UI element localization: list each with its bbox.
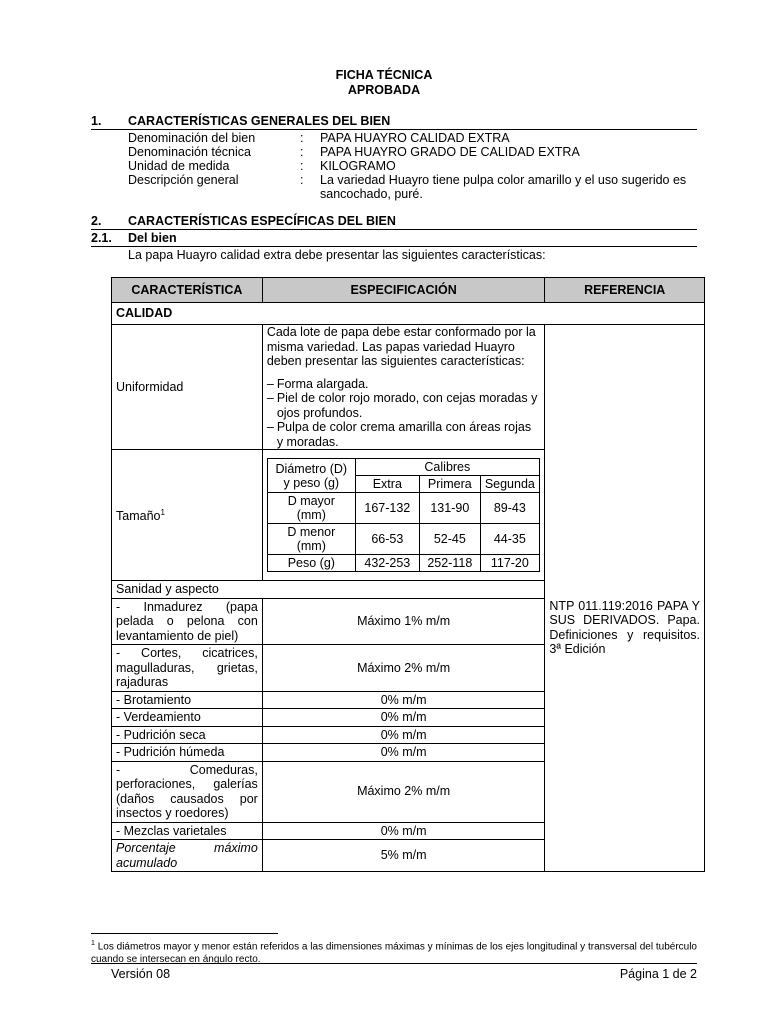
- defect-spec: Máximo 2% m/m: [262, 761, 545, 822]
- section-1-heading: [91, 114, 697, 130]
- uniformidad-list: [267, 377, 541, 450]
- total-label: Porcentaje máximo acumulado: [112, 840, 263, 872]
- defect-label: - Verdeamiento: [112, 709, 263, 727]
- defect-label: - Pudrición húmeda: [112, 744, 263, 762]
- defect-spec: 0% m/m: [262, 822, 545, 840]
- inner-cell: 167-132: [355, 493, 419, 524]
- page-number: Página 1 de 2: [619, 967, 697, 981]
- section-title: CARACTERÍSTICAS ESPECÍFICAS DEL BIEN: [128, 214, 396, 228]
- defect-spec: Máximo 1% m/m: [262, 598, 545, 645]
- general-value: La variedad Huayro tiene pulpa color amarillo y el uso sugerido es sancochado, puré.: [320, 173, 687, 201]
- column-header: ESPECIFICACIÓN: [262, 278, 545, 303]
- column-header: REFERENCIA: [545, 278, 705, 303]
- page-footer: [91, 963, 697, 982]
- colon: :: [300, 159, 304, 173]
- table-header-row: [112, 278, 705, 303]
- inner-header: Primera: [419, 476, 480, 493]
- general-key: Unidad de medida: [128, 159, 230, 173]
- section-number: 1.: [91, 114, 102, 128]
- inner-cell: 89-43: [480, 493, 539, 524]
- section-2-1-heading: [91, 231, 697, 247]
- colon: :: [300, 131, 304, 145]
- calidad-row: CALIDAD: [112, 303, 705, 325]
- inner-row-label: D mayor (mm): [267, 493, 355, 524]
- column-header: CARACTERÍSTICA: [112, 278, 263, 303]
- reference-cell: NTP 011.119:2016 PAPA Y SUS DERIVADOS. Papa. Definiciones y requisitos. 3ª Edición: [545, 325, 705, 872]
- general-key: Descripción general: [128, 173, 239, 187]
- general-key: Denominación del bien: [128, 131, 256, 145]
- table-row: [112, 325, 705, 450]
- footnote-ref: 1: [160, 508, 165, 518]
- inner-header: Segunda: [480, 476, 539, 493]
- list-item: – Forma alargada.: [267, 377, 541, 392]
- inner-cell: 131-90: [419, 493, 480, 524]
- inner-header: Diámetro (D) y peso (g): [267, 459, 355, 493]
- tamano-spec: [262, 450, 545, 581]
- inner-cell: 252-118: [419, 555, 480, 572]
- defect-label: - Cortes, cicatrices, magulladuras, grietas, rajaduras: [112, 645, 263, 692]
- total-spec: 5% m/m: [262, 840, 545, 872]
- defect-label: - Inmadurez (papa pelada o pelona con levantamiento de piel): [112, 598, 263, 645]
- sanidad-row: Sanidad y aspecto: [112, 581, 545, 599]
- calibres-table: [267, 458, 540, 572]
- general-value: PAPA HUAYRO GRADO DE CALIDAD EXTRA: [320, 145, 580, 159]
- defect-spec: 0% m/m: [262, 726, 545, 744]
- list-item: – Piel de color rojo morado, con cejas moradas y ojos profundos.: [267, 391, 541, 420]
- defect-spec: 0% m/m: [262, 709, 545, 727]
- footnote-number: 1: [91, 940, 95, 947]
- defect-label: - Pudrición seca: [112, 726, 263, 744]
- general-value: PAPA HUAYRO CALIDAD EXTRA: [320, 131, 510, 145]
- tamano-text: Tamaño: [116, 509, 161, 524]
- list-item: – Pulpa de color crema amarilla con áreas rojas y moradas.: [267, 420, 541, 449]
- section-2-heading: [91, 214, 697, 230]
- inner-cell: 44-35: [480, 524, 539, 555]
- uniformidad-text: Cada lote de papa debe estar conformado por la misma variedad. Las papas variedad Huayro deben presentar las siguientes características:: [266, 325, 536, 368]
- uniformidad-label: Uniformidad: [112, 325, 263, 450]
- inner-cell: 432-253: [355, 555, 419, 572]
- doc-subtitle: APROBADA: [347, 83, 421, 97]
- colon: :: [300, 173, 304, 187]
- section-title: CARACTERÍSTICAS GENERALES DEL BIEN: [128, 114, 391, 128]
- tamano-label: [112, 450, 263, 581]
- inner-header: Calibres: [355, 459, 539, 476]
- subsection-title: Del bien: [128, 231, 177, 245]
- version-label: Versión 08: [111, 967, 171, 981]
- general-key: Denominación técnica: [128, 145, 251, 159]
- defect-spec: Máximo 2% m/m: [262, 645, 545, 692]
- inner-cell: 117-20: [480, 555, 539, 572]
- doc-title: FICHA TÉCNICA: [335, 68, 433, 82]
- inner-row-label: Peso (g): [267, 555, 355, 572]
- defect-spec: 0% m/m: [262, 691, 545, 709]
- inner-row-label: D menor (mm): [267, 524, 355, 555]
- inner-cell: 52-45: [419, 524, 480, 555]
- defect-label: - Mezclas varietales: [112, 822, 263, 840]
- defect-label: - Brotamiento: [112, 691, 263, 709]
- general-value: KILOGRAMO: [320, 159, 396, 173]
- uniformidad-spec: [262, 325, 545, 450]
- subsection-number: 2.1.: [91, 231, 112, 245]
- specifications-table: [111, 277, 705, 872]
- colon: :: [300, 145, 304, 159]
- defect-spec: 0% m/m: [262, 744, 545, 762]
- footnote-text: Los diámetros mayor y menor están referidos a las dimensiones máximas y mínimas de los ejes longitudinal y transversal del tubérculo cuando se intersecan en ángulo recto.: [91, 941, 697, 965]
- inner-cell: 66-53: [355, 524, 419, 555]
- inner-header: Extra: [355, 476, 419, 493]
- footnote-separator: [91, 933, 278, 934]
- section-number: 2.: [91, 214, 102, 228]
- intro-text: La papa Huayro calidad extra debe presentar las siguientes características:: [128, 248, 546, 262]
- defect-label: - Comeduras, perforaciones, galerías (daños causados por insectos y roedores): [112, 761, 263, 822]
